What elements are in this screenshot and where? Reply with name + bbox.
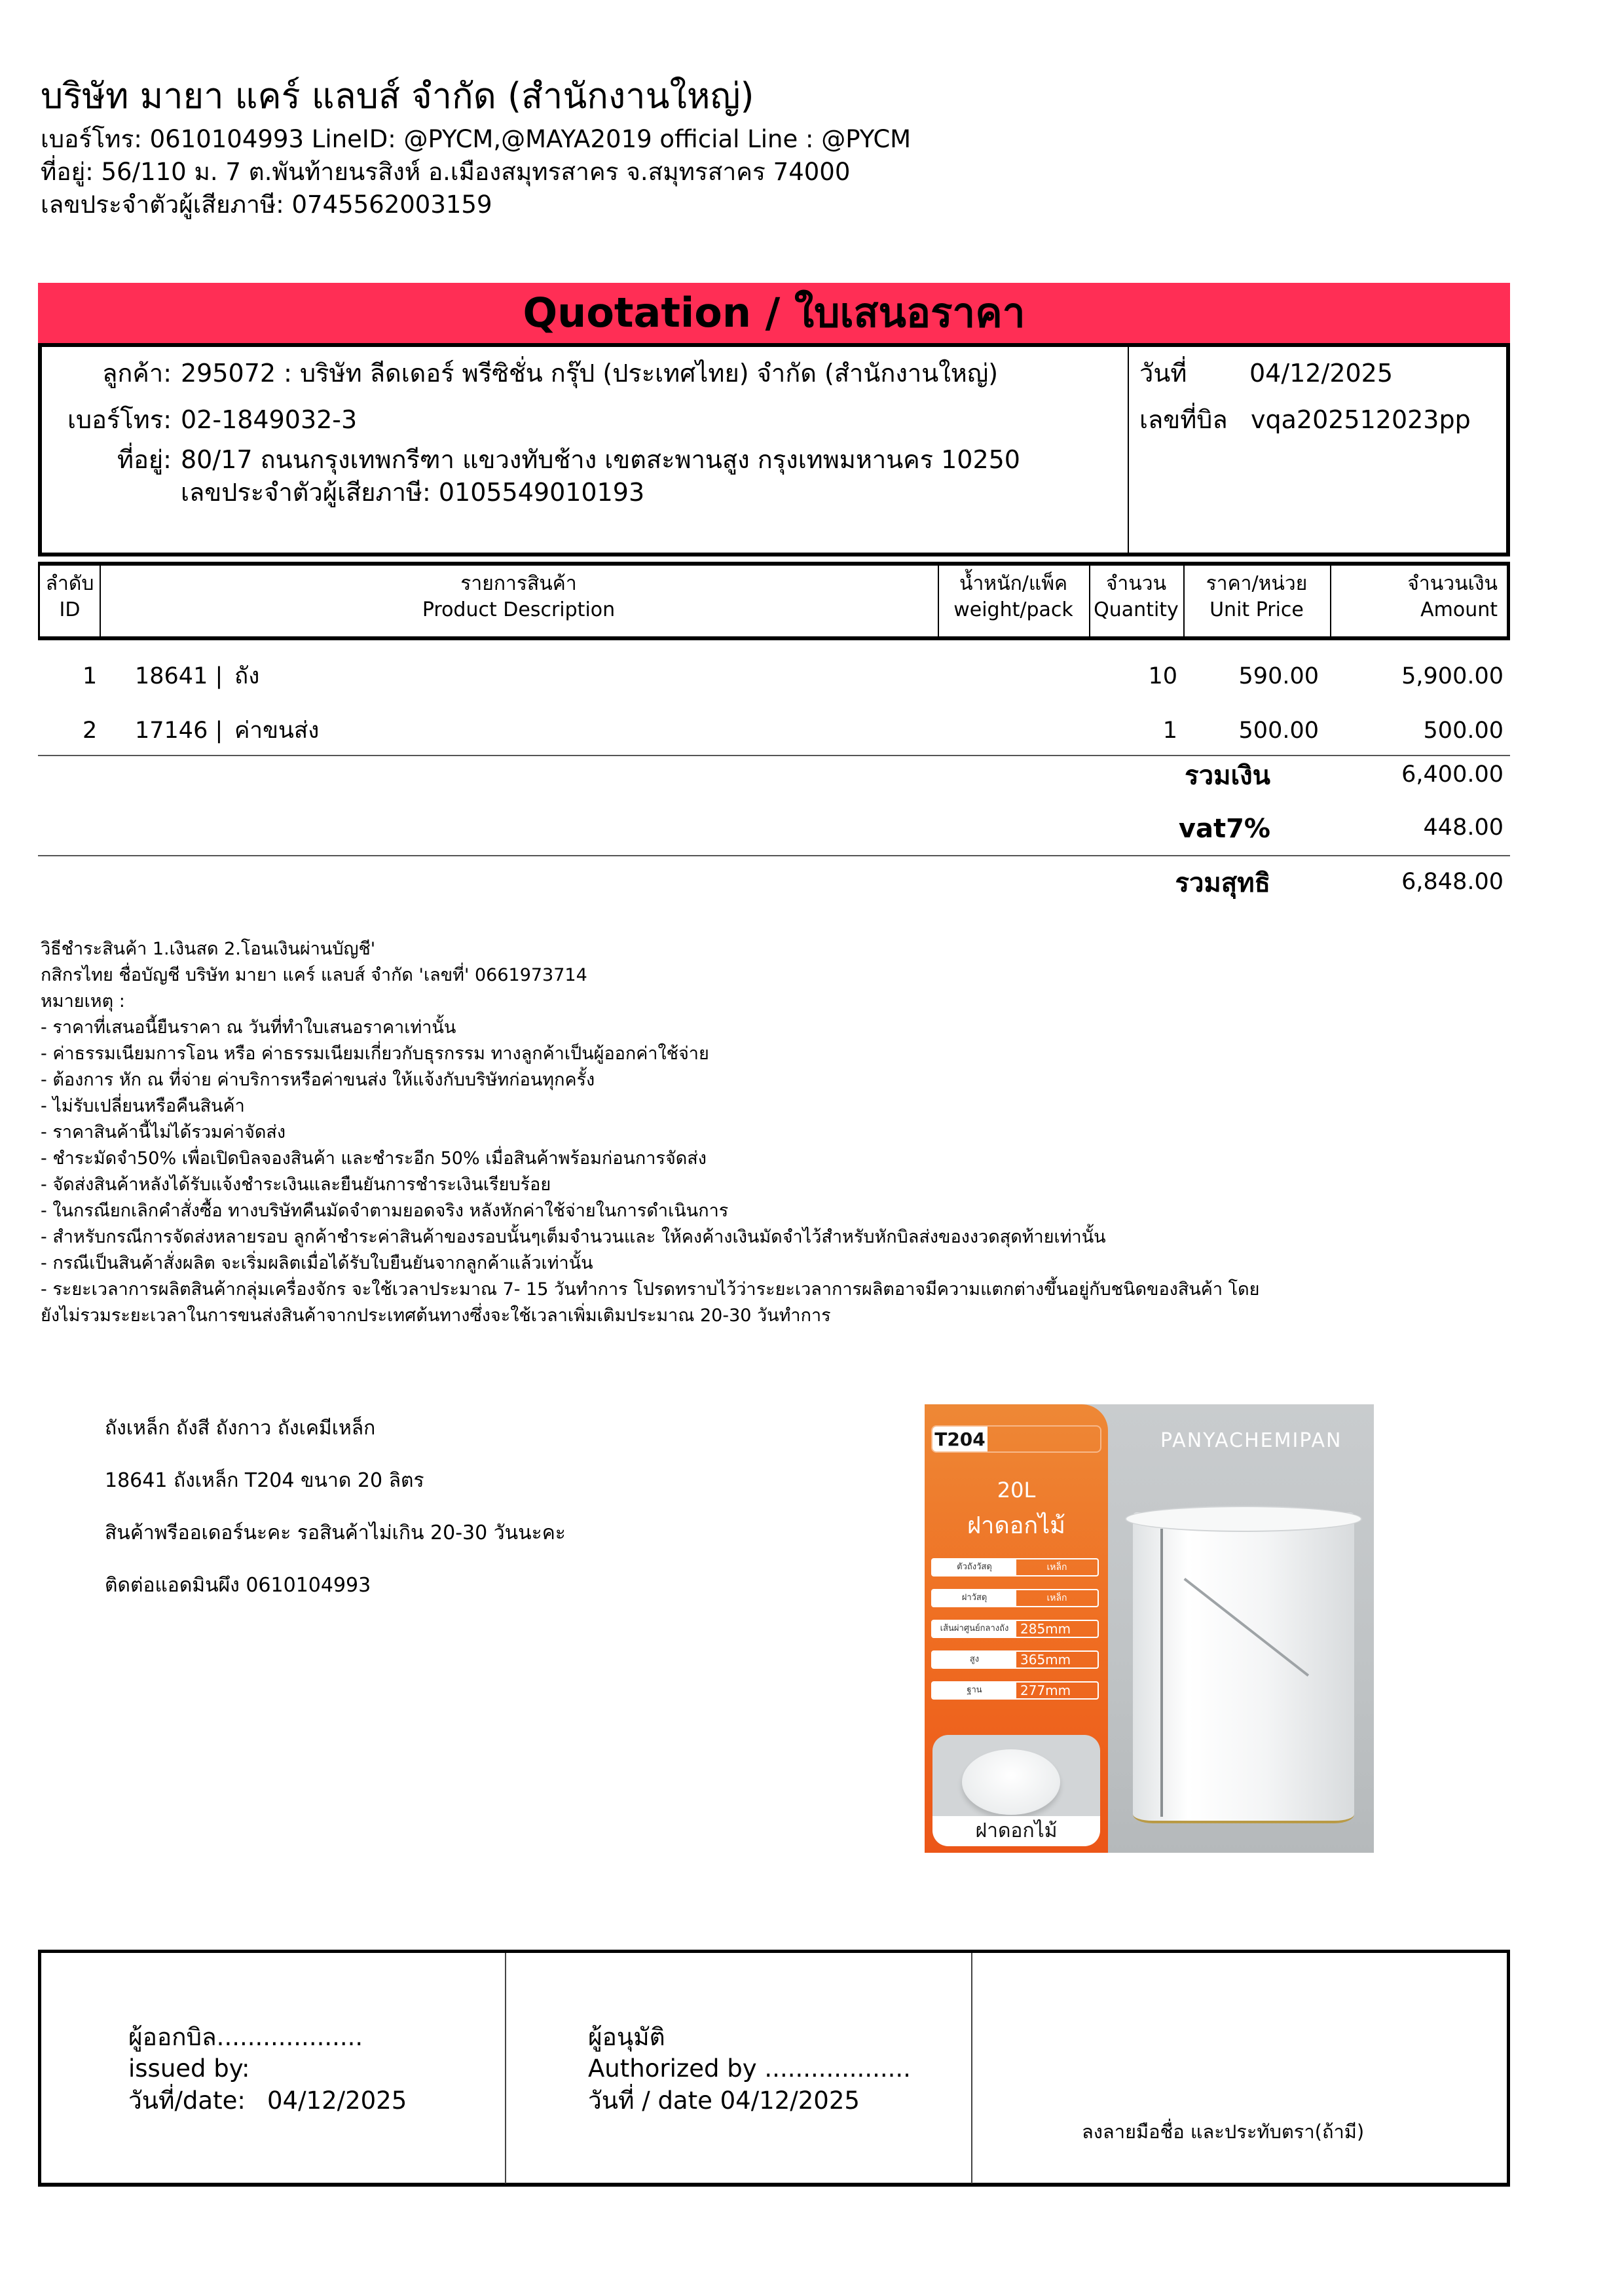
title-banner xyxy=(38,283,1510,343)
customer-tax-id: เลขประจำตัวผู้เสียภาษี: 0105549010193 xyxy=(181,478,645,507)
lid-type-label: ฝาดอกไม้ xyxy=(967,1512,1065,1539)
issued-by-label: issued by: xyxy=(128,2054,250,2083)
issuer-date-value: 04/12/2025 xyxy=(267,2086,407,2115)
issuer-date-label: วันที่/date: xyxy=(128,2086,246,2115)
spec-value: เหล็ก xyxy=(1046,1562,1067,1573)
spec-row xyxy=(931,1558,1099,1576)
pail-seam-icon xyxy=(1160,1529,1163,1817)
lid-caption: ฝาดอกไม้ xyxy=(932,1816,1100,1846)
grand-total-label: รวมสุทธิ xyxy=(1175,868,1270,898)
company-name: บริษัท มายา แคร์ แลบส์ จำกัด (สำนักงานใหญ่) xyxy=(41,75,754,117)
remark-item: - ชำระมัดจำ50% เพื่อเปิดบิลจองสินค้า และชำระอีก 50% เมื่อสินค้าพร้อมก่อนการจัดส่ง xyxy=(41,1148,707,1169)
grand-total-value: 6,848.00 xyxy=(1401,869,1504,895)
vat-value: 448.00 xyxy=(1423,814,1504,841)
payment-method: วิธีชำระสินค้า 1.เงินสด 2.โอนเงินผ่านบัญชี' xyxy=(41,939,376,959)
row-id: 2 xyxy=(83,718,98,744)
company-tax-id: เลขประจำตัวผู้เสียภาษี: 0745562003159 xyxy=(41,191,492,219)
header-quantity xyxy=(1089,571,1183,623)
approver-date: วันที่ / date 04/12/2025 xyxy=(588,2086,860,2115)
customer-box-divider xyxy=(1128,343,1129,556)
customer-label: ลูกค้า: xyxy=(102,359,172,388)
company-contact: เบอร์โทร: 0610104993 LineID: @PYCM,@MAYA2019 official Line : @PYCM xyxy=(41,125,912,153)
spec-label: เส้นผ่าศูนย์กลางถัง xyxy=(932,1621,1016,1637)
customer-phone-label: เบอร์โทร: xyxy=(67,405,172,434)
remark-item: - กรณีเป็นสินค้าสั่งผลิต จะเริ่มผลิตเมื่อได้รับใบยืนยันจากลูกค้าแล้วเท่านั้น xyxy=(41,1253,593,1273)
spec-row xyxy=(931,1681,1099,1700)
header-weight-th: น้ำหนัก/แพ็ค xyxy=(959,572,1068,595)
remark-item: - สำหรับกรณีการจัดส่งหลายรอบ ลูกค้าชำระค่าสินค้าของรอบนั้นๆเต็มจำนวนและ ให้คงค้างเงินมัดจำไว้สำหรับหักบิลส่งของงวดสุดท้ายเท่านั้น xyxy=(41,1227,1106,1247)
bill-number-label: เลขที่บิล xyxy=(1139,405,1228,434)
date-label: วันที่ xyxy=(1139,359,1187,388)
totals-rule xyxy=(38,855,1510,856)
row-amount: 5,900.00 xyxy=(1401,663,1504,689)
customer-phone-value: 02-1849032-3 xyxy=(181,405,358,434)
remark-item: - จัดส่งสินค้าหลังได้รับแจ้งชำระเงินและยืนยันการชำระเงินเรียบร้อย xyxy=(41,1175,551,1195)
spec-value: เหล็ก xyxy=(1046,1593,1067,1603)
header-amount xyxy=(1330,571,1502,623)
spec-label: ฝาวัสดุ xyxy=(932,1590,1016,1606)
company-address: ที่อยู่: 56/110 ม. 7 ต.พันท้ายนรสิงห์ อ.เมืองสมุทรสาคร จ.สมุทรสาคร 74000 xyxy=(41,158,851,186)
spec-row xyxy=(931,1650,1099,1669)
subtotal-label: รวมเงิน xyxy=(1185,761,1270,791)
items-table-header xyxy=(38,562,1510,640)
bank-account: กสิกรไทย ชื่อบัญชี บริษัท มายา แคร์ แลบส์ จำกัด 'เลขที่' 0661973714 xyxy=(41,965,587,985)
customer-address-label: ที่อยู่: xyxy=(117,445,172,474)
remark-item: - ระยะเวลาการผลิตสินค้ากลุ่มเครื่องจักร จะใช้เวลาประมาณ 7- 15 วันทำการ โปรดทราบไว้ว่าระยะเวลาการผลิตอาจมีความแตกต่างขึ้นอยู่กับชนิดของสินค้า โดย xyxy=(41,1279,1260,1300)
remarks-heading: หมายเหตุ : xyxy=(41,991,125,1011)
row-code: 18641 | xyxy=(135,663,223,689)
row-description: ค่าขนส่ง xyxy=(234,718,320,744)
row-description: ถัง xyxy=(234,663,260,689)
header-unit-price xyxy=(1183,571,1330,623)
header-weight-en: weight/pack xyxy=(953,598,1073,621)
row-code: 17146 | xyxy=(135,718,223,744)
subtotal-value: 6,400.00 xyxy=(1401,761,1504,788)
spec-row xyxy=(931,1589,1099,1607)
product-note: 18641 ถังเหล็ก T204 ขนาด 20 ลิตร xyxy=(105,1469,424,1492)
row-unit-price: 500.00 xyxy=(1238,718,1319,744)
spec-value: 365mm xyxy=(1020,1652,1071,1667)
product-spec-panel xyxy=(925,1404,1108,1853)
header-id-en: ID xyxy=(59,598,81,621)
model-badge: T204 xyxy=(932,1427,987,1453)
spec-label: ตัวถังวัสดุ xyxy=(932,1559,1016,1575)
product-note: ถังเหล็ก ถังสี ถังกาว ถังเคมีเหล็ก xyxy=(105,1417,376,1440)
header-weight xyxy=(938,571,1089,623)
remark-item: - ค่าธรรมเนียมการโอน หรือ ค่าธรรมเนียมเกี่ยวกับธุรกรรม ทางลูกค้าเป็นผู้ออกค่าใช้จ่าย xyxy=(41,1044,709,1064)
header-quantity-th: จำนวน xyxy=(1105,572,1167,595)
remark-item: - ไม่รับเปลี่ยนหรือคืนสินค้า xyxy=(41,1096,245,1116)
remark-item: - ราคาสินค้านี้ไม่ได้รวมค่าจัดส่ง xyxy=(41,1122,286,1142)
customer-value: 295072 : บริษัท ลีดเดอร์ พรีซิชั่น กรุ๊ป (ประเทศไทย) จำกัด (สำนักงานใหญ่) xyxy=(181,359,999,388)
product-image xyxy=(925,1404,1374,1853)
stamp-caption: ลงลายมือชื่อ และประทับตรา(ถ้ามี) xyxy=(1082,2121,1365,2143)
remark-item: - ต้องการ หัก ณ ที่จ่าย ค่าบริการหรือค่าขนส่ง ให้แจ้งกับบริษัทก่อนทุกครั้ง xyxy=(41,1070,595,1090)
rows-bottom-rule xyxy=(38,755,1510,756)
pail-rim-icon xyxy=(1125,1506,1362,1532)
capacity-label: 20L xyxy=(997,1478,1036,1503)
spec-row xyxy=(931,1620,1099,1638)
row-quantity: 10 xyxy=(1148,663,1177,689)
lid-preview-card xyxy=(932,1735,1100,1846)
vat-label: vat7% xyxy=(1178,814,1270,844)
approver-label: ผู้อนุมัติ xyxy=(588,2023,665,2051)
row-unit-price: 590.00 xyxy=(1238,663,1319,689)
header-amount-th: จำนวนเงิน xyxy=(1407,572,1498,595)
spec-label: ฐาน xyxy=(932,1683,1016,1698)
header-description-th: รายการสินค้า xyxy=(460,572,577,595)
header-unit-price-en: Unit Price xyxy=(1209,598,1304,621)
brand-label: PANYACHEMIPAN xyxy=(1160,1429,1342,1452)
spec-value: 285mm xyxy=(1020,1621,1071,1637)
spec-label: สูง xyxy=(932,1652,1016,1667)
document-title: Quotation / ใบเสนอราคา xyxy=(523,289,1025,337)
product-note: สินค้าพรีออเดอร์นะคะ รอสินค้าไม่เกิน 20-30 วันนะคะ xyxy=(105,1522,566,1544)
customer-address-value: 80/17 ถนนกรุงเทพกรีฑา แขวงทับช้าง เขตสะพานสูง กรุงเทพมหานคร 10250 xyxy=(181,445,1020,474)
model-pill xyxy=(931,1425,1101,1453)
bill-number-value: vqa202512023pp xyxy=(1251,405,1471,434)
date-value: 04/12/2025 xyxy=(1249,359,1393,388)
spec-value: 277mm xyxy=(1020,1683,1071,1698)
lid-icon xyxy=(962,1749,1060,1815)
signature-divider xyxy=(971,1953,972,2183)
remark-item: - ราคาที่เสนอนี้ยืนราคา ณ วันที่ทำใบเสนอราคาเท่านั้น xyxy=(41,1017,456,1038)
header-amount-en: Amount xyxy=(1420,598,1498,621)
header-description xyxy=(100,571,938,623)
row-quantity: 1 xyxy=(1162,718,1177,744)
remark-item: - ในกรณียกเลิกคำสั่งซื้อ ทางบริษัทคืนมัดจำตามยอดจริง หลังหักค่าใช้จ่ายในการดำเนินการ xyxy=(41,1201,729,1221)
remark-item: ยังไม่รวมระยะเวลาในการขนส่งสินค้าจากประเทศต้นทางซึ่งจะใช้เวลาเพิ่มเติมประมาณ 20-30 วันทำการ xyxy=(41,1305,831,1326)
product-note: ติดต่อแอดมินผึง 0610104993 xyxy=(105,1574,371,1597)
signature-divider xyxy=(505,1953,506,2183)
authorized-by-label: Authorized by ................... xyxy=(588,2054,911,2083)
header-id-th: ลำดับ xyxy=(45,572,94,595)
pail-icon xyxy=(1133,1512,1354,1823)
header-unit-price-th: ราคา/หน่วย xyxy=(1206,572,1308,595)
issuer-label: ผู้ออกบิล................... xyxy=(128,2023,363,2051)
header-description-en: Product Description xyxy=(422,598,616,621)
row-amount: 500.00 xyxy=(1423,718,1504,744)
header-id xyxy=(40,571,100,623)
header-quantity-en: Quantity xyxy=(1094,598,1179,621)
row-id: 1 xyxy=(83,663,98,689)
